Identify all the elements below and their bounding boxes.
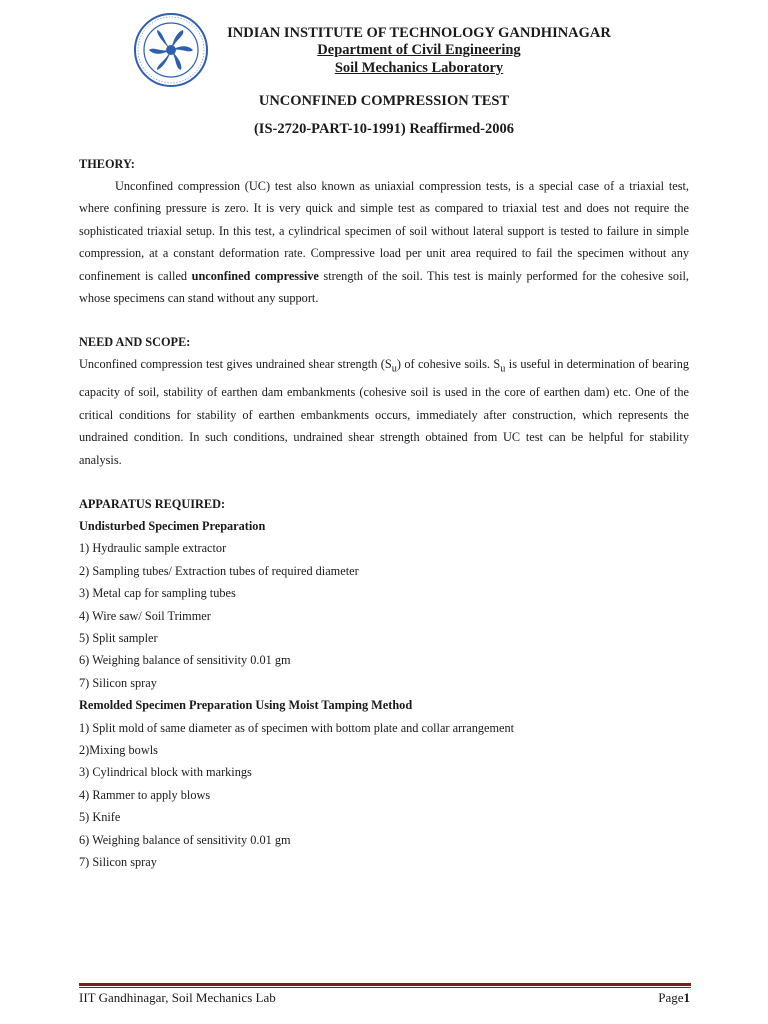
scope-subscript-2: u: [500, 363, 506, 375]
list-item: 5) Knife: [79, 810, 121, 825]
list-item: 2) Sampling tubes/ Extraction tubes of required diameter: [79, 563, 359, 578]
page-indicator: [658, 990, 690, 1006]
remolded-heading: Remolded Specimen Preparation Using Moist Tamping Method: [79, 698, 413, 713]
list-item: 7) Silicon spray: [79, 855, 157, 870]
theory-text-2: strength of the soil. This test is mainly performed for the cohesive soil, whose specimens can stand without any support.: [79, 268, 689, 306]
list-item: 6) Weighing balance of sensitivity 0.01 gm: [79, 832, 291, 847]
scope-text-2: ) of cohesive soils. S: [396, 357, 501, 372]
list-item: 1) Hydraulic sample extractor: [79, 541, 227, 556]
list-item: 7) Silicon spray: [79, 675, 157, 690]
page-number: 1: [683, 990, 690, 1005]
scope-subscript-1: u: [391, 363, 397, 375]
list-item: 6) Weighing balance of sensitivity 0.01 gm: [79, 653, 291, 668]
lab-name: Soil Mechanics Laboratory: [334, 60, 504, 76]
document-title: UNCONFINED COMPRESSION TEST: [258, 93, 510, 109]
document-body: [79, 153, 689, 873]
institute-name: INDIAN INSTITUTE OF TECHNOLOGY GANDHINAGAR: [227, 25, 611, 41]
list-item: 1) Split mold of same diameter as of specimen with bottom plate and collar arrangement: [79, 720, 515, 735]
page-label: Page: [658, 990, 684, 1005]
scope-heading: NEED AND SCOPE:: [79, 335, 191, 350]
theory-paragraph: [79, 175, 689, 309]
footer-rule-thin: [79, 987, 691, 988]
department-name: Department of Civil Engineering: [317, 42, 521, 58]
list-item: 4) Rammer to apply blows: [79, 787, 211, 802]
remolded-list: [79, 717, 689, 874]
scope-paragraph: [79, 353, 689, 470]
scope-text-1: Unconfined compression test gives undrained shear strength (S: [79, 357, 392, 372]
theory-text-1: Unconfined compression (UC) test also known as uniaxial compression tests, is a special case of a triaxial test, where confining pressure is zero. It is very quick and simple test as compared to triaxial test and does not require the sophisticated triaxial setup. In this test, a cylindrical specimen of soil without lateral support is tested to failure in simple compression, at a constant deformation rate. Compressive load per unit area required to fail the specimen without any confinement is called: [79, 179, 689, 283]
theory-bold-term: unconfined compressive: [191, 268, 319, 283]
footer-rule: [79, 983, 691, 986]
apparatus-heading: APPARATUS REQUIRED:: [79, 496, 226, 511]
footer-text: IIT Gandhinagar, Soil Mechanics Lab: [79, 990, 276, 1005]
document-standard: (IS-2720-PART-10-1991) Reaffirmed-2006: [253, 121, 515, 137]
undisturbed-list: [79, 537, 689, 694]
list-item: 3) Cylindrical block with markings: [79, 765, 252, 780]
list-item: 5) Split sampler: [79, 630, 158, 645]
scope-text-3: is useful in determination of bearing capacity of soil, stability of earthen dam embankments (cohesive soil is used in the core of earthen dam) etc. One of the critical conditions for stability of earthen embankments occurs, immediately after construction, which represents the undrained condition. In such conditions, undrained shear strength obtained from UC test can be helpful for stability analysis.: [79, 357, 689, 467]
list-item: 2)Mixing bowls: [79, 742, 158, 757]
theory-heading: THEORY:: [79, 157, 135, 171]
institute-logo: [133, 12, 209, 88]
undisturbed-heading: Undisturbed Specimen Preparation: [79, 518, 266, 533]
iit-gandhinagar-logo-icon: [133, 12, 209, 88]
list-item: 4) Wire saw/ Soil Trimmer: [79, 608, 211, 623]
list-item: 3) Metal cap for sampling tubes: [79, 586, 236, 601]
